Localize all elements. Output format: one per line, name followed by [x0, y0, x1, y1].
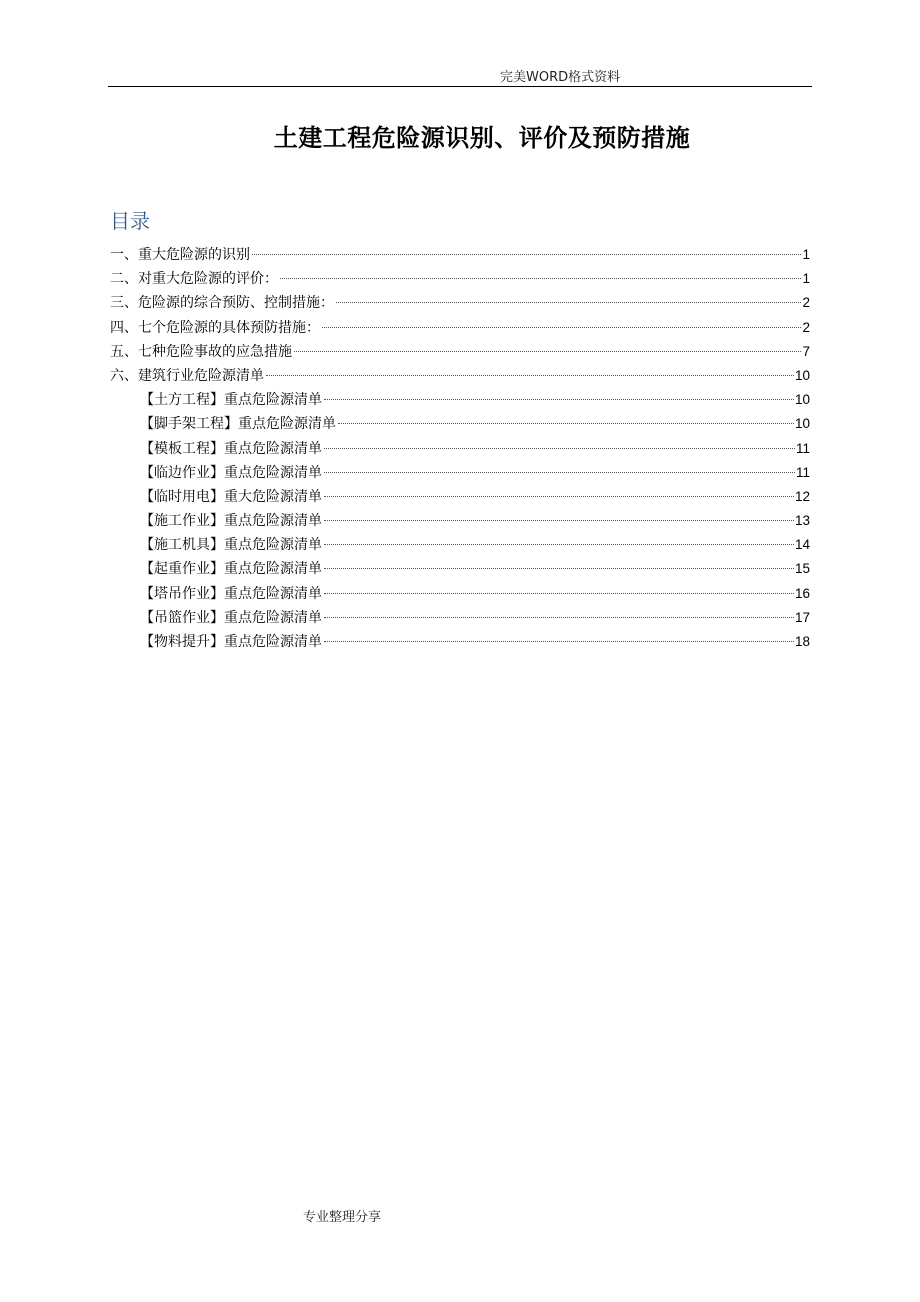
toc-entry-page-number: 16	[794, 585, 810, 601]
toc-entry-page-number: 12	[794, 488, 810, 504]
toc-entry-label: 【脚手架工程】重点危险源清单	[140, 416, 336, 433]
toc-entry[interactable]	[110, 388, 810, 412]
toc-entry-label: 三、危险源的综合预防、控制措施：	[110, 295, 334, 312]
toc-dot-leader	[324, 520, 794, 521]
toc-entry[interactable]	[110, 316, 810, 340]
toc-dot-leader	[324, 641, 794, 642]
toc-entry[interactable]	[110, 437, 810, 461]
toc-entry-label: 【模板工程】重点危险源清单	[140, 440, 322, 457]
toc-entry[interactable]	[110, 485, 810, 509]
toc-entry-label: 五、七种危险事故的应急措施	[110, 343, 292, 360]
toc-entry-label: 【临时用电】重大危险源清单	[140, 488, 322, 505]
toc-entry-label: 【物料提升】重点危险源清单	[140, 634, 322, 650]
toc-dot-leader	[324, 472, 795, 473]
toc-entry-page-number: 2	[802, 319, 810, 335]
page-header-text: 完美WORD格式资料	[500, 70, 621, 85]
toc-dot-leader	[324, 568, 794, 569]
toc-entry-page-number: 10	[794, 367, 810, 383]
toc-entry-page-number: 10	[794, 416, 810, 432]
toc-entry-page-number: 14	[794, 537, 810, 553]
toc-heading: 目录	[110, 209, 150, 233]
toc-dot-leader	[266, 375, 794, 376]
toc-entry-page-number: 13	[794, 513, 810, 529]
toc-entry-label: 【吊篮作业】重点危险源清单	[140, 609, 322, 626]
toc-dot-leader	[324, 593, 794, 594]
toc-entry[interactable]	[110, 630, 810, 654]
toc-entry[interactable]	[110, 412, 810, 436]
toc-entry[interactable]	[110, 509, 810, 533]
toc-entry-page-number: 7	[802, 343, 810, 359]
toc-entry-label: 一、重大危险源的识别	[110, 247, 250, 263]
toc-entry-page-number: 11	[795, 440, 810, 456]
toc-entry-label: 六、建筑行业危险源清单	[110, 367, 264, 384]
table-of-contents	[110, 243, 810, 654]
toc-entry[interactable]	[110, 340, 810, 364]
toc-entry[interactable]	[110, 243, 810, 267]
toc-entry-page-number: 1	[802, 271, 810, 287]
toc-entry-label: 二、对重大危险源的评价：	[110, 271, 278, 288]
toc-entry[interactable]	[110, 267, 810, 291]
toc-dot-leader	[324, 544, 794, 545]
toc-entry-page-number: 1	[802, 247, 810, 262]
toc-entry-label: 【临边作业】重点危险源清单	[140, 464, 322, 481]
toc-entry-label: 【施工作业】重点危险源清单	[140, 513, 322, 530]
toc-dot-leader	[280, 278, 801, 279]
page-header	[108, 60, 812, 87]
toc-entry-label: 【起重作业】重点危险源清单	[140, 561, 322, 578]
toc-entry-label: 【塔吊作业】重点危险源清单	[140, 585, 322, 602]
toc-dot-leader	[338, 423, 794, 424]
toc-entry[interactable]	[110, 291, 810, 315]
toc-entry[interactable]	[110, 582, 810, 606]
toc-entry[interactable]	[110, 461, 810, 485]
toc-dot-leader	[322, 327, 801, 328]
toc-dot-leader	[324, 496, 794, 497]
toc-entry[interactable]	[110, 533, 810, 557]
toc-dot-leader	[294, 351, 801, 352]
toc-entry-page-number: 17	[794, 609, 810, 625]
page-footer: 专业整理分享	[303, 1210, 382, 1225]
toc-dot-leader	[324, 399, 794, 400]
document-title: 土建工程危险源识别、评价及预防措施	[273, 124, 691, 152]
toc-entry-page-number: 11	[795, 464, 810, 480]
toc-entry-page-number: 18	[794, 634, 810, 649]
toc-entry-page-number: 2	[802, 295, 810, 311]
toc-entry[interactable]	[110, 606, 810, 630]
toc-entry[interactable]	[110, 557, 810, 581]
toc-entry[interactable]	[110, 364, 810, 388]
toc-dot-leader	[324, 617, 794, 618]
toc-entry-label: 四、七个危险源的具体预防措施：	[110, 319, 320, 336]
toc-entry-label: 【土方工程】重点危险源清单	[140, 392, 322, 409]
toc-dot-leader	[336, 302, 801, 303]
toc-dot-leader	[324, 448, 795, 449]
toc-dot-leader	[252, 254, 801, 255]
toc-entry-label: 【施工机具】重点危险源清单	[140, 537, 322, 554]
toc-entry-page-number: 10	[794, 392, 810, 408]
toc-entry-page-number: 15	[794, 561, 810, 577]
